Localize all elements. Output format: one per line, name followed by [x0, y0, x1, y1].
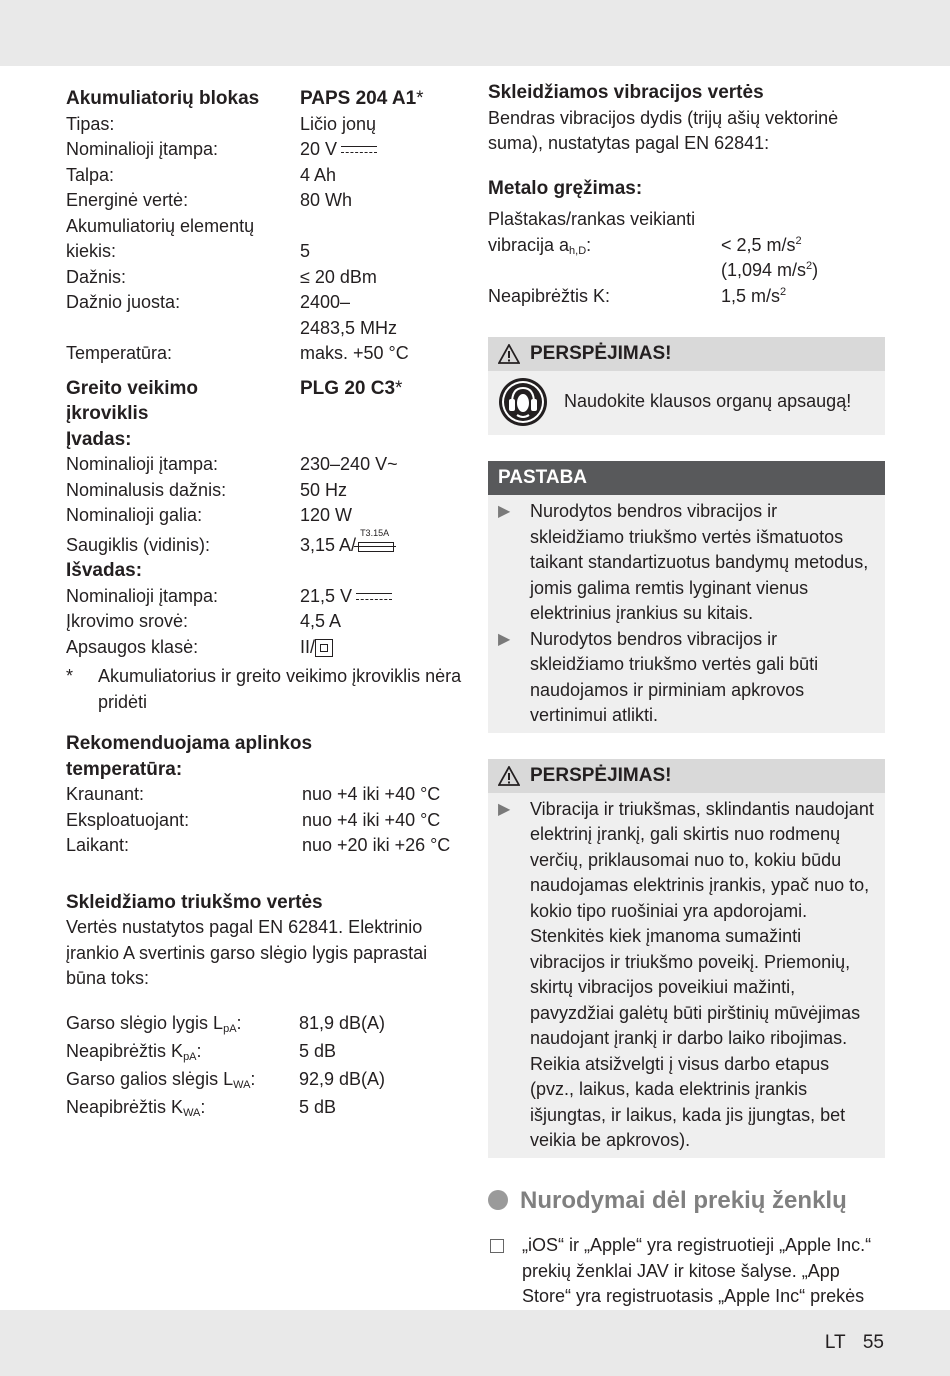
spec-value: nuo +4 iki +40 °C — [302, 784, 441, 804]
spec-row — [66, 452, 466, 478]
left-column — [66, 86, 466, 1121]
battery-star: * — [416, 88, 424, 109]
warning-triangle-icon — [498, 344, 520, 364]
right-column — [488, 80, 885, 1335]
spec-row — [66, 188, 466, 214]
fuse-label: T3.15A — [360, 527, 390, 538]
charger-title-line1: Greito veikimo — [66, 377, 198, 399]
noise-row — [66, 1065, 466, 1093]
spec-value: 5 — [300, 241, 311, 261]
spec-row — [66, 635, 466, 661]
warning-text: Vibracija ir triukšmas, sklindantis naudojant elektrinį įrankį, gali skirtis nuo rodmenų verčių, priklausomai nuo to, kokiu būdu naudojamas elektrinis įrankis, ypač nuo to, kokio tipo ruošiniai yra apdorojami. Stenkitės kiek įmanoma sumažinti vibracijos ir triukšmo poveikį. Priemonių, skirtų vibracijos poveikiui mažinti, pavyzdžiai galėtų būti pirštinių mūvėjimas naudojant įrankį ir darbo laiko ribojimas. Reikia atsižvelgti į visus darbo etapus (pvz., laikus, kada elektrinis įrankis išjungtas, ir laikus, kada jis įjungtas, bet veikia be apkrovos). — [530, 798, 874, 1150]
noise-text: Vertės nustatytos pagal EN 62841. Elektrinio įrankio A svertinis garso slėgio lygis paprastai būna toks: — [66, 917, 428, 988]
note-item — [488, 627, 885, 729]
spec-row — [66, 265, 466, 291]
spec-row — [66, 137, 466, 163]
spec-key: Įkrovimo srovė: — [66, 611, 189, 631]
spec-row — [66, 214, 466, 240]
ambient-title: Rekomenduojama aplinkos temperatūra: — [66, 733, 313, 780]
vibration-key: Neapibrėžtis K: — [488, 285, 611, 306]
spec-value: 4,5 A — [300, 611, 342, 631]
note-item-text: Nurodytos bendros vibracijos ir skleidžiamo triukšmo vertės gali būti naudojamos ir pirminiam apkrovos vertinimui atlikti. — [530, 628, 819, 725]
drilling-subtitle: Metalo gręžimas: — [488, 177, 643, 199]
spec-value: 4 Ah — [300, 164, 337, 185]
spec-key: Talpa: — [66, 164, 115, 185]
noise-value: 92,9 dB(A) — [299, 1068, 386, 1089]
spec-key: Nominalioji galia: — [66, 505, 203, 525]
fuse-symbol-icon — [356, 527, 396, 556]
spec-row — [66, 609, 466, 635]
spec-key: Kraunant: — [66, 784, 145, 804]
spec-key: Nominalusis dažnis: — [66, 479, 227, 500]
noise-key: Garso slėgio lygis $L_{pA}$: — [66, 1012, 242, 1035]
noise-key: Neapibrėžtis $K_{pA}$: — [66, 1040, 202, 1063]
spec-row — [66, 290, 466, 316]
note-box — [488, 461, 885, 733]
vibration-text: Bendras vibracijos dydis (trijų ašių vektorinė suma), nustatytas pagal EN 62841: — [488, 107, 839, 153]
vibration-value-alt: (1,094 $m/s^2$) — [721, 260, 819, 280]
page-number: 55 — [862, 1332, 884, 1353]
spec-key: Apsaugos klasė: — [66, 636, 199, 657]
vibration-row — [488, 258, 885, 284]
vibration-title: Skleidžiamos vibracijos vertės — [488, 82, 764, 103]
warning-body — [488, 371, 885, 435]
spec-value-text: 20 V — [300, 139, 338, 159]
warning-header — [488, 759, 885, 793]
spec-key — [66, 316, 300, 342]
charger-model: PLG 20 C3 — [300, 377, 396, 399]
warning-box-hearing — [488, 337, 885, 435]
spec-row — [66, 782, 466, 808]
battery-heading — [66, 86, 466, 112]
vibration-row — [488, 284, 885, 310]
charger-star: * — [395, 377, 403, 399]
spec-key: Dažnio juosta: — [66, 292, 181, 312]
spec-value-text: 3,15 A/ — [300, 534, 357, 555]
spec-key: Laikant: — [66, 835, 130, 855]
spec-key: Nominalioji įtampa: — [66, 454, 219, 474]
vibration-value: 1,5 $m/s^2$ — [721, 285, 787, 306]
noise-value: 5 dB — [299, 1040, 337, 1061]
spec-row — [66, 163, 466, 189]
note-item — [488, 499, 885, 627]
spec-value: nuo +20 iki +26 °C — [302, 835, 451, 855]
trademark-title: Nurodymai dėl prekių ženklų — [520, 1186, 847, 1214]
noise-value: 5 dB — [299, 1096, 337, 1117]
spec-value: 50 Hz — [300, 479, 348, 500]
spec-key: Nominalioji įtampa: — [66, 139, 219, 159]
warning-title: PERSPĖJIMAS! — [530, 343, 672, 365]
spec-value — [300, 137, 466, 163]
bullet-triangle-icon: ▶ — [498, 800, 511, 818]
spec-value: nuo +4 iki +40 °C — [302, 809, 441, 830]
warning-box-vibration — [488, 759, 885, 1158]
footer-band — [0, 1310, 950, 1376]
spec-value: Ličio jonų — [300, 113, 377, 134]
dc-symbol-icon — [356, 591, 392, 603]
header-band — [0, 0, 950, 66]
spec-value: ≤ 20 dBm — [300, 266, 377, 287]
bullet-triangle-icon: ▶ — [498, 503, 511, 520]
warning-text: Naudokite klausos organų apsaugą! — [564, 391, 852, 412]
spec-key: Dažnis: — [66, 266, 127, 287]
spec-value — [300, 635, 466, 661]
spec-key: kiekis: — [66, 241, 117, 261]
vibration-value: < 2,5 $m/s^2$ — [721, 234, 802, 255]
protection-class-2-icon — [315, 639, 333, 657]
spec-row — [66, 584, 466, 610]
spec-row — [66, 503, 466, 529]
spec-key: Tipas: — [66, 113, 115, 134]
input-label: Įvadas: — [66, 428, 132, 450]
bullet-triangle-icon: ▶ — [498, 630, 511, 648]
spec-value: 80 Wh — [300, 190, 353, 210]
spec-row — [66, 341, 466, 367]
warning-title: PERSPĖJIMAS! — [530, 764, 672, 786]
warning-item — [488, 797, 885, 1154]
charger-title-line2: įkroviklis — [66, 403, 149, 424]
spec-key: Energinė vertė: — [66, 190, 189, 210]
ear-protection-icon — [498, 377, 548, 427]
noise-key: Garso galios slėgis $L_{WA}$: — [66, 1068, 256, 1091]
spec-value — [300, 527, 466, 559]
noise-value: 81,9 dB(A) — [299, 1012, 386, 1033]
footnote-text: Akumuliatorius ir greito veikimo įkroviklis nėra pridėti — [98, 666, 462, 712]
spec-row — [66, 239, 466, 265]
battery-model: PAPS 204 A1 — [300, 88, 417, 109]
bullet-dot-icon — [488, 1190, 508, 1210]
spec-key: Saugiklis (vidinis): — [66, 534, 211, 555]
trademark-heading — [488, 1188, 885, 1214]
charger-heading — [66, 376, 466, 402]
spec-key: Nominalioji įtampa: — [66, 585, 219, 606]
noise-row — [66, 1093, 466, 1121]
battery-title: Akumuliatorių blokas — [66, 88, 260, 109]
page-footer — [825, 1330, 884, 1356]
vibration-line1: Plaštakas/rankas veikianti — [488, 209, 696, 229]
noise-key: Neapibrėžtis $K_{WA}$: — [66, 1096, 206, 1119]
spec-key: Temperatūra: — [66, 343, 173, 363]
note-item-text: Nurodytos bendros vibracijos ir skleidžiamo triukšmo vertės išmatuotos taikant standartizuotus bandymų metodus, jomis galima remtis lyginant vienus elektrinius įrankius su kitais. — [530, 501, 869, 623]
footnote — [66, 664, 466, 715]
language-code: LT — [824, 1332, 846, 1353]
trademark-text: „iOS“ ir „Apple“ yra registruotieji „Apple Inc.“ prekių ženklai JAV ir kitose šalyse. „App Store“ yra registruotasis „Apple Inc“ prekės — [522, 1235, 872, 1306]
spec-row — [66, 112, 466, 138]
output-label: Išvadas: — [66, 560, 143, 581]
vibration-row — [488, 233, 885, 259]
spec-row — [66, 316, 466, 342]
noise-row — [66, 1037, 466, 1065]
dc-symbol-icon — [341, 144, 377, 156]
spec-row — [66, 527, 466, 559]
spec-value: 120 W — [300, 505, 353, 525]
warning-triangle-icon — [498, 766, 520, 786]
spec-row — [66, 478, 466, 504]
footnote-star: * — [66, 666, 74, 686]
spec-value — [254, 214, 466, 240]
spec-key: Eksploatuojant: — [66, 809, 190, 830]
spec-value-text: II/ — [300, 636, 316, 657]
checkbox-square-icon — [490, 1239, 504, 1253]
spec-row — [66, 833, 466, 859]
spec-value-text: 21,5 V — [300, 585, 353, 606]
noise-title: Skleidžiamo triukšmo vertės — [66, 891, 323, 913]
spec-row — [66, 808, 466, 834]
spec-key: Akumuliatorių elementų — [66, 215, 255, 236]
spec-value: 230–240 V~ — [300, 454, 398, 474]
warning-header — [488, 337, 885, 371]
spec-value — [300, 584, 466, 610]
noise-row — [66, 1009, 466, 1037]
spec-value: 2483,5 MHz — [300, 317, 398, 338]
note-header: PASTABA — [488, 461, 885, 495]
vibration-key: vibracija $a_{h,D}$: — [488, 234, 592, 257]
spec-value: maks. +50 °C — [300, 343, 409, 363]
spec-value: 2400– — [300, 292, 351, 312]
